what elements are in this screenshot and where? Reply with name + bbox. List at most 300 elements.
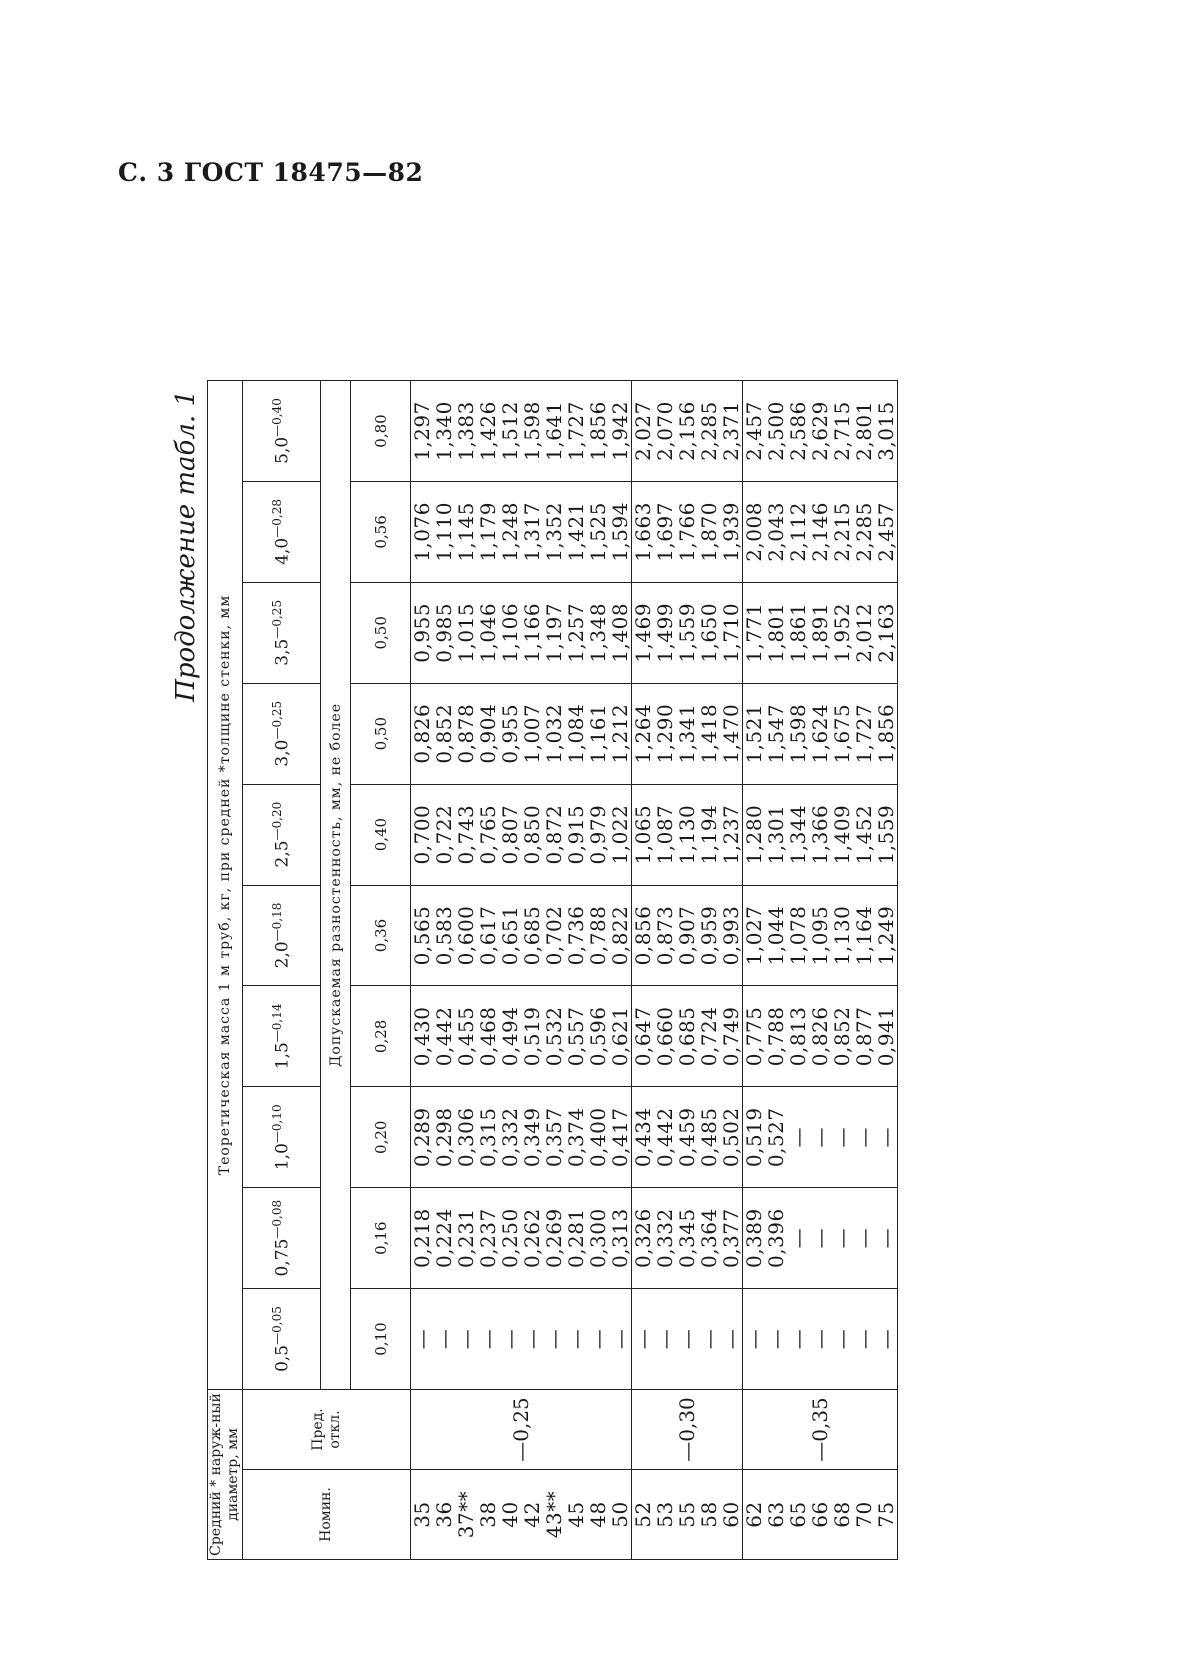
mass-value: 0,224 bbox=[432, 1208, 456, 1269]
mass-value: 0,852 bbox=[432, 703, 456, 764]
nominal-value: 55 bbox=[675, 1501, 699, 1528]
mass-value: 1,015 bbox=[454, 602, 478, 663]
nominal-value: 63 bbox=[764, 1501, 788, 1528]
mass-value: — bbox=[808, 1127, 832, 1148]
mass-value: 2,027 bbox=[631, 401, 655, 461]
mass-value: 0,315 bbox=[476, 1107, 500, 1168]
mass-value: 1,264 bbox=[631, 703, 655, 764]
wall-header: $0,5^{—0,05}$ bbox=[243, 1289, 321, 1390]
mass-value: 0,532 bbox=[542, 1006, 566, 1067]
mass-value: 2,285 bbox=[697, 401, 721, 461]
mass-value: 1,317 bbox=[520, 502, 544, 562]
mass-value: 1,194 bbox=[697, 804, 721, 865]
mass-value: 1,594 bbox=[608, 502, 632, 562]
mass-value: 0,364 bbox=[697, 1208, 721, 1269]
mass-value: 1,525 bbox=[586, 502, 610, 562]
mass-value: 1,421 bbox=[564, 502, 588, 562]
mass-value: 0,702 bbox=[542, 905, 566, 966]
mass-value: 0,485 bbox=[697, 1107, 721, 1168]
mass-value: 0,455 bbox=[454, 1006, 478, 1067]
diameter-deviation: —0,25 bbox=[411, 1389, 632, 1469]
mass-value: 1,344 bbox=[786, 804, 810, 865]
mass-value: — bbox=[697, 1328, 721, 1350]
mass-value: 0,218 bbox=[410, 1208, 434, 1269]
mass-value: 0,788 bbox=[764, 1006, 788, 1067]
table-row bbox=[411, 381, 632, 1560]
mass-value: 0,660 bbox=[653, 1006, 677, 1067]
mass-values-wall-3 bbox=[632, 986, 743, 1087]
mass-value: 0,941 bbox=[874, 1006, 898, 1067]
mass-value: 0,807 bbox=[498, 804, 522, 865]
mass-value: 0,749 bbox=[719, 1006, 743, 1067]
mass-values-wall-6 bbox=[411, 683, 632, 784]
mass-value: 1,084 bbox=[564, 703, 588, 764]
mass-value: 1,106 bbox=[498, 602, 522, 663]
mass-value: 0,300 bbox=[586, 1208, 610, 1269]
mass-values-wall-8 bbox=[411, 481, 632, 582]
mass-values-wall-1 bbox=[743, 1188, 898, 1289]
tolerance-value: 0,36 bbox=[351, 885, 411, 986]
mass-value: 1,856 bbox=[874, 703, 898, 764]
wall-header: $4,0^{—0,28}$ bbox=[243, 481, 321, 582]
mass-value: 0,442 bbox=[653, 1107, 677, 1168]
mass-value: 1,499 bbox=[653, 602, 677, 663]
mass-value: 2,215 bbox=[830, 502, 854, 562]
mass-value: 1,598 bbox=[786, 703, 810, 764]
diameter-deviation: —0,35 bbox=[743, 1389, 898, 1469]
mass-value: 0,617 bbox=[476, 905, 500, 966]
mass-value: 0,722 bbox=[432, 804, 456, 865]
mass-value: 0,765 bbox=[476, 804, 500, 865]
table-row bbox=[632, 381, 743, 1560]
mass-values-wall-8 bbox=[632, 481, 743, 582]
wall-header: $2,0^{—0,18}$ bbox=[243, 885, 321, 986]
tolerance-value: 0,50 bbox=[351, 683, 411, 784]
table-caption: Продолжение табл. 1 bbox=[171, 390, 201, 702]
mass-value: 1,598 bbox=[520, 401, 544, 461]
mass-value: 1,352 bbox=[542, 502, 566, 562]
mass-value: 1,675 bbox=[830, 703, 854, 764]
mass-value: 0,527 bbox=[764, 1107, 788, 1168]
mass-value: 1,046 bbox=[476, 602, 500, 663]
mass-value: 1,164 bbox=[852, 905, 876, 966]
mass-value: 1,469 bbox=[631, 602, 655, 663]
mass-value: 2,801 bbox=[852, 401, 876, 461]
mass-value: 0,313 bbox=[608, 1208, 632, 1269]
mass-value: 0,685 bbox=[520, 905, 544, 966]
nominal-value: 60 bbox=[719, 1501, 743, 1528]
mass-value: 0,651 bbox=[498, 905, 522, 966]
mass-value: 1,110 bbox=[432, 502, 456, 562]
mass-value: 1,340 bbox=[432, 401, 456, 461]
mass-value: 0,345 bbox=[675, 1208, 699, 1269]
mass-value: 0,565 bbox=[410, 905, 434, 966]
mass-value: — bbox=[786, 1127, 810, 1148]
mass-value: 0,700 bbox=[410, 804, 434, 865]
rotated-table-wrapper bbox=[165, 380, 1035, 1560]
mass-value: 0,852 bbox=[830, 1006, 854, 1067]
mass-value: 1,301 bbox=[764, 804, 788, 865]
mass-value: 1,212 bbox=[608, 703, 632, 764]
mass-value: 0,743 bbox=[454, 804, 478, 865]
wall-header: $0,75^{—0,08}$ bbox=[243, 1188, 321, 1289]
mass-value: 1,409 bbox=[830, 804, 854, 865]
mass-value: 0,596 bbox=[586, 1006, 610, 1067]
mass-value: — bbox=[432, 1328, 456, 1350]
mass-value: — bbox=[830, 1328, 854, 1350]
mass-value: 1,942 bbox=[608, 401, 632, 461]
mass-value: 1,179 bbox=[476, 502, 500, 562]
mass-value: 1,145 bbox=[454, 502, 478, 562]
mass-value: — bbox=[498, 1328, 522, 1350]
mass-value: 1,801 bbox=[764, 602, 788, 663]
mass-value: 1,297 bbox=[410, 401, 434, 461]
mass-values-wall-0 bbox=[632, 1289, 743, 1390]
mass-values-wall-6 bbox=[743, 683, 898, 784]
tolerance-value: 0,16 bbox=[351, 1188, 411, 1289]
mass-value: — bbox=[476, 1328, 500, 1350]
nominal-value: 68 bbox=[830, 1501, 854, 1528]
mass-value: 0,250 bbox=[498, 1208, 522, 1269]
mass-value: 2,715 bbox=[830, 401, 854, 461]
mass-value: 0,269 bbox=[542, 1208, 566, 1269]
mass-value: 0,289 bbox=[410, 1107, 434, 1168]
mass-table bbox=[207, 380, 898, 1560]
nominal-value: 52 bbox=[631, 1501, 655, 1528]
mass-value: 0,231 bbox=[454, 1208, 478, 1269]
mass-value: 0,979 bbox=[586, 804, 610, 865]
mass-value: 0,955 bbox=[410, 602, 434, 663]
mass-value: 1,022 bbox=[608, 804, 632, 865]
mass-value: 1,418 bbox=[697, 703, 721, 764]
mass-value: 0,459 bbox=[675, 1107, 699, 1168]
nominal-value: 43** bbox=[542, 1490, 566, 1539]
mass-values-wall-8 bbox=[743, 481, 898, 582]
mass-value: 1,249 bbox=[874, 905, 898, 966]
mass-value: 1,521 bbox=[742, 703, 766, 764]
mass-value: — bbox=[586, 1328, 610, 1350]
mass-value: 2,008 bbox=[742, 502, 766, 562]
wall-header: $1,0^{—0,10}$ bbox=[243, 1087, 321, 1188]
mass-value: 1,697 bbox=[653, 502, 677, 562]
mass-value: 1,348 bbox=[586, 602, 610, 663]
mass-value: 0,434 bbox=[631, 1107, 655, 1168]
mass-values-wall-9 bbox=[743, 381, 898, 482]
mass-value: 1,547 bbox=[764, 703, 788, 764]
mass-values-wall-3 bbox=[411, 986, 632, 1087]
mass-value: — bbox=[830, 1127, 854, 1148]
nominal-value: 38 bbox=[476, 1501, 500, 1528]
mass-value: 0,915 bbox=[564, 804, 588, 865]
mass-value: 2,156 bbox=[675, 401, 699, 461]
mass-value: 1,856 bbox=[586, 401, 610, 461]
mass-value: — bbox=[675, 1328, 699, 1350]
mass-value: 1,559 bbox=[675, 602, 699, 663]
mass-value: 0,856 bbox=[631, 905, 655, 966]
tolerance-value: 0,10 bbox=[351, 1289, 411, 1390]
mass-value: — bbox=[608, 1328, 632, 1350]
nominal-value: 36 bbox=[432, 1501, 456, 1528]
mass-values-wall-1 bbox=[411, 1188, 632, 1289]
col-deviation: Пред. откл. bbox=[243, 1389, 411, 1469]
mass-value: 0,904 bbox=[476, 703, 500, 764]
mass-value: 1,452 bbox=[852, 804, 876, 865]
mass-value: 0,557 bbox=[564, 1006, 588, 1067]
mass-value: 0,400 bbox=[586, 1107, 610, 1168]
nominal-value: 35 bbox=[410, 1501, 434, 1528]
mass-value: 0,389 bbox=[742, 1208, 766, 1269]
mass-value: 0,985 bbox=[432, 602, 456, 663]
mass-value: 1,161 bbox=[586, 703, 610, 764]
mass-value: 0,417 bbox=[608, 1107, 632, 1168]
mass-value: — bbox=[454, 1328, 478, 1350]
mass-value: 1,512 bbox=[498, 401, 522, 461]
mass-value: 1,130 bbox=[675, 804, 699, 865]
mass-value: 0,468 bbox=[476, 1006, 500, 1067]
mass-value: 0,788 bbox=[586, 905, 610, 966]
mass-value: 1,130 bbox=[830, 905, 854, 966]
mass-value: 1,065 bbox=[631, 804, 655, 865]
mass-values-wall-0 bbox=[411, 1289, 632, 1390]
mass-value: 2,629 bbox=[808, 401, 832, 461]
mass-value: 0,955 bbox=[498, 703, 522, 764]
mass-value: 1,078 bbox=[786, 905, 810, 966]
mass-value: 0,877 bbox=[852, 1006, 876, 1067]
table-body bbox=[411, 381, 898, 1560]
mass-value: 1,257 bbox=[564, 602, 588, 663]
mass-value: 0,959 bbox=[697, 905, 721, 966]
mass-value: 0,647 bbox=[631, 1006, 655, 1067]
mass-value: 0,813 bbox=[786, 1006, 810, 1067]
mass-value: 1,027 bbox=[742, 905, 766, 966]
mass-value: 0,583 bbox=[432, 905, 456, 966]
mass-value: — bbox=[764, 1328, 788, 1350]
mass-value: 1,341 bbox=[675, 703, 699, 764]
tolerance-value: 0,20 bbox=[351, 1087, 411, 1188]
mass-value: 0,850 bbox=[520, 804, 544, 865]
mass-value: — bbox=[874, 1328, 898, 1350]
mass-value: 1,248 bbox=[498, 502, 522, 562]
tolerance-header: Допускаемая разностенность, мм, не более bbox=[321, 381, 351, 1390]
mass-value: 1,076 bbox=[410, 502, 434, 562]
mass-value: 2,043 bbox=[764, 502, 788, 562]
mass-value: — bbox=[520, 1328, 544, 1350]
mass-value: 0,907 bbox=[675, 905, 699, 966]
mass-value: 0,600 bbox=[454, 905, 478, 966]
mass-value: 1,470 bbox=[719, 703, 743, 764]
mass-value: 1,650 bbox=[697, 602, 721, 663]
mass-value: 0,993 bbox=[719, 905, 743, 966]
wall-header: $3,5^{—0,25}$ bbox=[243, 582, 321, 683]
mass-value: 1,663 bbox=[631, 502, 655, 562]
mass-value: — bbox=[719, 1328, 743, 1350]
mass-value: 0,775 bbox=[742, 1006, 766, 1067]
mass-value: — bbox=[830, 1227, 854, 1249]
mass-value: 0,873 bbox=[653, 905, 677, 966]
mass-value: 1,624 bbox=[808, 703, 832, 764]
mass-value: 2,112 bbox=[786, 502, 810, 562]
mass-value: 1,727 bbox=[852, 703, 876, 764]
mass-value: 0,332 bbox=[498, 1107, 522, 1168]
mass-values-wall-2 bbox=[411, 1087, 632, 1188]
mass-value: 1,290 bbox=[653, 703, 677, 764]
tolerance-value: 0,40 bbox=[351, 784, 411, 885]
mass-value: 1,641 bbox=[542, 401, 566, 461]
nominal-value: 75 bbox=[874, 1501, 898, 1528]
mass-value: 1,044 bbox=[764, 905, 788, 966]
mass-value: 1,870 bbox=[697, 502, 721, 562]
mass-value: 0,736 bbox=[564, 905, 588, 966]
mass-value: 0,237 bbox=[476, 1208, 500, 1269]
mass-value: 1,939 bbox=[719, 502, 743, 562]
mass-value: 1,366 bbox=[808, 804, 832, 865]
nominal-value: 45 bbox=[564, 1501, 588, 1528]
mass-value: 1,032 bbox=[542, 703, 566, 764]
mass-value: 0,357 bbox=[542, 1107, 566, 1168]
nominal-value: 37** bbox=[454, 1490, 478, 1539]
mass-value: 0,826 bbox=[410, 703, 434, 764]
col-outer-diameter: Средний * наруж-ный диаметр, мм bbox=[208, 1389, 243, 1559]
mass-values-wall-0 bbox=[743, 1289, 898, 1390]
wall-header: $5,0^{—0,40}$ bbox=[243, 381, 321, 482]
nominal-diameters bbox=[743, 1470, 898, 1560]
mass-value: 0,494 bbox=[498, 1006, 522, 1067]
mass-value: 2,586 bbox=[786, 401, 810, 461]
mass-value: 0,377 bbox=[719, 1208, 743, 1269]
mass-values-wall-9 bbox=[411, 381, 632, 482]
mass-value: 1,727 bbox=[564, 401, 588, 461]
mass-value: 2,285 bbox=[852, 502, 876, 562]
mass-value: — bbox=[808, 1328, 832, 1350]
nominal-value: 58 bbox=[697, 1501, 721, 1528]
mass-value: 1,408 bbox=[608, 602, 632, 663]
mass-values-wall-7 bbox=[411, 582, 632, 683]
nominal-value: 42 bbox=[520, 1501, 544, 1528]
mass-values-wall-9 bbox=[632, 381, 743, 482]
mass-value: 1,197 bbox=[542, 602, 566, 663]
mass-value: 0,306 bbox=[454, 1107, 478, 1168]
mass-value: 1,771 bbox=[742, 602, 766, 663]
mass-values-wall-4 bbox=[632, 885, 743, 986]
mass-value: 0,374 bbox=[564, 1107, 588, 1168]
mass-values-wall-4 bbox=[411, 885, 632, 986]
mass-value: 1,237 bbox=[719, 804, 743, 865]
mass-value: — bbox=[852, 1227, 876, 1249]
diameter-deviation: —0,30 bbox=[632, 1389, 743, 1469]
wall-header: $2,5^{—0,20}$ bbox=[243, 784, 321, 885]
mass-value: 0,519 bbox=[520, 1006, 544, 1067]
mass-value: 1,891 bbox=[808, 602, 832, 663]
wall-header: $1,5^{—0,14}$ bbox=[243, 986, 321, 1087]
mass-value: 2,012 bbox=[852, 602, 876, 663]
mass-value: — bbox=[852, 1127, 876, 1148]
mass-values-wall-2 bbox=[632, 1087, 743, 1188]
mass-value: — bbox=[410, 1328, 434, 1350]
tolerance-value: 0,80 bbox=[351, 381, 411, 482]
mass-value: 2,457 bbox=[874, 502, 898, 562]
page-header: С. 3 ГОСТ 18475—82 bbox=[118, 158, 424, 187]
mass-value: 0,685 bbox=[675, 1006, 699, 1067]
mass-value: — bbox=[653, 1328, 677, 1350]
col-nominal: Номин. bbox=[243, 1470, 411, 1560]
mass-values-wall-5 bbox=[743, 784, 898, 885]
mass-header: Теоретическая масса 1 м труб, кг, при средней *толщине стенки, мм bbox=[208, 381, 243, 1390]
mass-value: 0,326 bbox=[631, 1208, 655, 1269]
mass-value: 1,280 bbox=[742, 804, 766, 865]
mass-value: 0,262 bbox=[520, 1208, 544, 1269]
mass-value: — bbox=[631, 1328, 655, 1350]
mass-value: — bbox=[874, 1127, 898, 1148]
mass-value: 2,070 bbox=[653, 401, 677, 461]
nominal-diameters bbox=[632, 1470, 743, 1560]
mass-values-wall-7 bbox=[632, 582, 743, 683]
mass-value: 0,878 bbox=[454, 703, 478, 764]
mass-value: — bbox=[808, 1227, 832, 1249]
mass-value: 0,502 bbox=[719, 1107, 743, 1168]
mass-value: 2,500 bbox=[764, 401, 788, 461]
mass-values-wall-1 bbox=[632, 1188, 743, 1289]
mass-values-wall-3 bbox=[743, 986, 898, 1087]
mass-values-wall-7 bbox=[743, 582, 898, 683]
tolerance-value: 0,50 bbox=[351, 582, 411, 683]
mass-value: 1,007 bbox=[520, 703, 544, 764]
nominal-diameters bbox=[411, 1470, 632, 1560]
mass-value: 0,442 bbox=[432, 1006, 456, 1067]
mass-value: 1,861 bbox=[786, 602, 810, 663]
mass-value: 1,383 bbox=[454, 401, 478, 461]
nominal-value: 53 bbox=[653, 1501, 677, 1528]
mass-value: — bbox=[742, 1328, 766, 1350]
mass-value: — bbox=[542, 1328, 566, 1350]
mass-value: 1,952 bbox=[830, 602, 854, 663]
mass-value: 1,766 bbox=[675, 502, 699, 562]
table-row bbox=[743, 381, 898, 1560]
mass-value: 0,281 bbox=[564, 1208, 588, 1269]
mass-value: 0,396 bbox=[764, 1208, 788, 1269]
mass-values-wall-4 bbox=[743, 885, 898, 986]
nominal-value: 70 bbox=[852, 1501, 876, 1528]
mass-value: 0,822 bbox=[608, 905, 632, 966]
mass-value: — bbox=[564, 1328, 588, 1350]
mass-value: 0,724 bbox=[697, 1006, 721, 1067]
mass-value: 0,826 bbox=[808, 1006, 832, 1067]
mass-value: — bbox=[874, 1227, 898, 1249]
mass-value: 0,621 bbox=[608, 1006, 632, 1067]
nominal-value: 48 bbox=[586, 1501, 610, 1528]
mass-value: 1,095 bbox=[808, 905, 832, 966]
wall-header: $3,0^{—0,25}$ bbox=[243, 683, 321, 784]
mass-values-wall-6 bbox=[632, 683, 743, 784]
mass-value: 1,559 bbox=[874, 804, 898, 865]
mass-values-wall-5 bbox=[632, 784, 743, 885]
nominal-value: 65 bbox=[786, 1501, 810, 1528]
mass-value: 0,430 bbox=[410, 1006, 434, 1067]
mass-value: 0,349 bbox=[520, 1107, 544, 1168]
mass-value: 1,166 bbox=[520, 602, 544, 663]
mass-values-wall-2 bbox=[743, 1087, 898, 1188]
mass-value: 0,872 bbox=[542, 804, 566, 865]
mass-value: 1,710 bbox=[719, 602, 743, 663]
nominal-value: 50 bbox=[608, 1501, 632, 1528]
mass-value: 2,146 bbox=[808, 502, 832, 562]
mass-value: 0,298 bbox=[432, 1107, 456, 1168]
mass-value: 2,457 bbox=[742, 401, 766, 461]
mass-value: 2,163 bbox=[874, 602, 898, 663]
mass-value: 2,371 bbox=[719, 401, 743, 461]
mass-values-wall-5 bbox=[411, 784, 632, 885]
mass-value: — bbox=[786, 1227, 810, 1249]
mass-value: 0,519 bbox=[742, 1107, 766, 1168]
